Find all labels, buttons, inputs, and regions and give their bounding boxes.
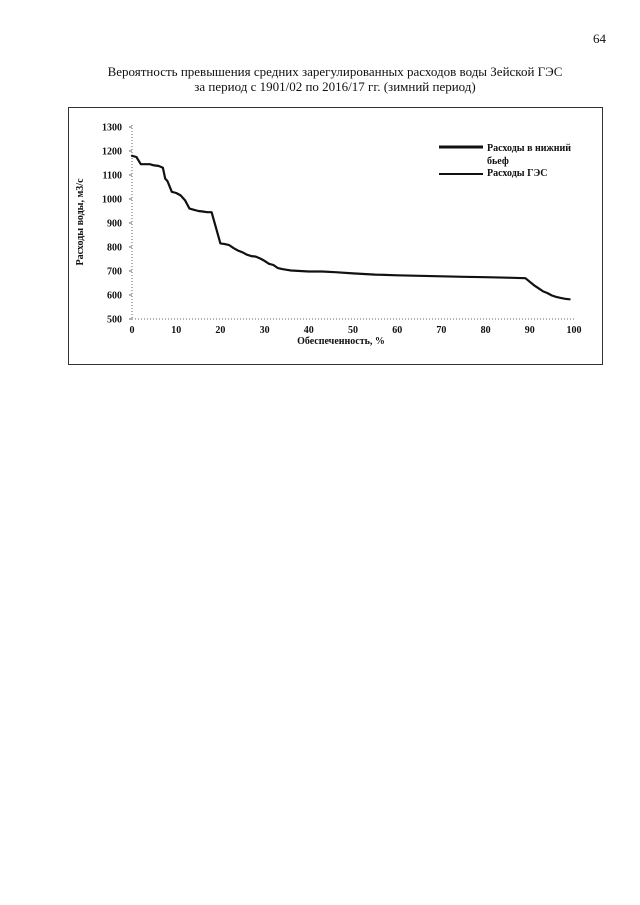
x-tick-label: 20 <box>215 325 226 336</box>
legend-label-1-line-2: бьеф <box>487 156 509 167</box>
y-tick-label: 900 <box>107 218 122 230</box>
chart-svg <box>69 108 602 364</box>
y-tick-label: 600 <box>107 290 122 302</box>
legend <box>439 143 571 179</box>
chart-title-line-2: за период с 1901/02 по 2016/17 гг. (зимний период) <box>194 79 476 94</box>
y-tick-label: 1300 <box>102 122 122 134</box>
x-axis-title: Обеспеченность, % <box>297 336 385 347</box>
x-tick-label: 30 <box>259 325 270 336</box>
x-tick-label: 90 <box>524 325 535 336</box>
axes-group <box>132 125 574 319</box>
x-tick-label: 50 <box>348 325 358 336</box>
x-tick-label: 10 <box>171 325 182 336</box>
chart-title <box>0 64 640 94</box>
y-axis-title: Расходы воды, м3/с <box>75 178 86 266</box>
x-tick-label: 60 <box>392 325 403 336</box>
legend-label-2: Расходы ГЭС <box>487 168 548 179</box>
y-tick-label: 700 <box>107 266 122 278</box>
y-tick-label: 1200 <box>102 146 122 158</box>
page-number: 64 <box>593 31 606 46</box>
tick-labels-group <box>102 123 582 337</box>
x-tick-label: 80 <box>480 325 491 336</box>
legend-label-1-line-1: Расходы в нижний <box>487 143 572 154</box>
y-tick-label: 500 <box>107 314 122 326</box>
y-tick-label: 1000 <box>102 194 122 206</box>
chart-title-line-1: Вероятность превышения средних зарегулированных расходов воды Зейской ГЭС <box>107 64 563 79</box>
x-tick-label: 100 <box>566 325 582 336</box>
chart-frame <box>68 107 603 365</box>
x-tick-label: 70 <box>436 325 447 336</box>
x-tick-label: 0 <box>129 325 135 336</box>
x-tick-label: 40 <box>303 325 314 336</box>
y-tick-label: 800 <box>107 242 122 254</box>
y-tick-label: 1100 <box>102 170 122 182</box>
